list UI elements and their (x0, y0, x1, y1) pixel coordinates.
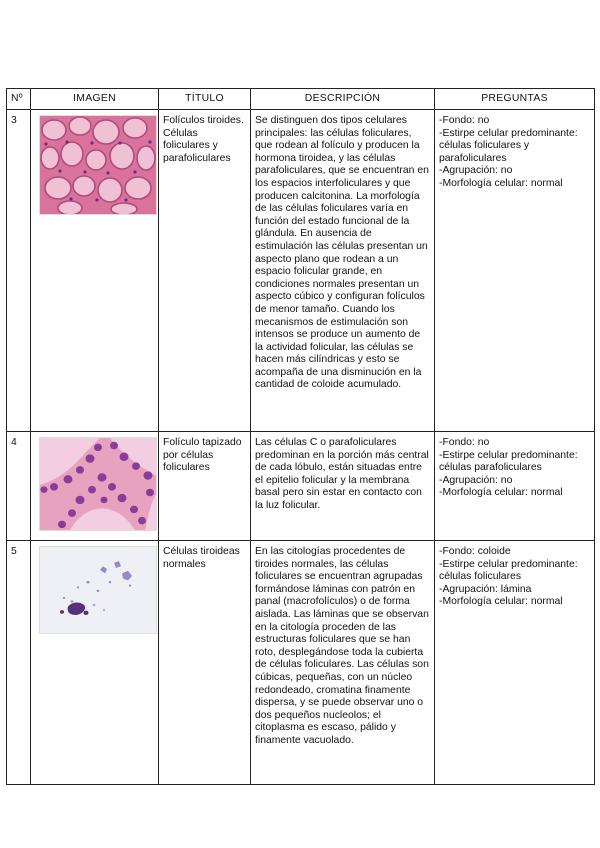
question-line: -Morfología celular: normal (439, 596, 563, 608)
row-questions (435, 110, 595, 432)
row-title: Folículos tiroides. Células foliculares y parafoliculares (159, 110, 251, 432)
table-row (7, 110, 595, 432)
follicle-lined-image (39, 437, 157, 531)
header-description: DESCRIPCIÓN (251, 89, 435, 110)
header-title: TÍTULO (159, 89, 251, 110)
question-line: -Estirpe celular predominante: células foliculares (439, 558, 578, 583)
header-num: Nº (7, 89, 31, 110)
header-row (7, 89, 595, 110)
row-description: En las citologías procedentes de tiroides normales, las células foliculares se encuentran agrupadas formándose láminas con patrón en panal (macrofolículos) o de forma aislada. Las láminas que se observan en la citología proceden de las estructuras foliculares que se han roto, desplegándose toda la cubierta de células foliculares. Las células son cúbicas, pequeñas, con un núcleo redondeado, cromatina finamente dispersa, y se puede observar uno o dos pequeños nucleolos; el citoplasma es escaso, pálido y finamente vacuolado. (251, 541, 435, 785)
question-line: -Estirpe celular predominante: células foliculares y parafoliculares (439, 127, 578, 164)
header-questions: PREGUNTAS (435, 89, 595, 110)
row-title: Células tiroideas normales (159, 541, 251, 785)
question-line: -Fondo: no (439, 115, 490, 126)
row-number: 4 (7, 432, 31, 541)
thyroid-follicles-image (39, 115, 157, 215)
row-questions (435, 432, 595, 541)
row-number: 5 (7, 541, 31, 785)
row-number: 3 (7, 110, 31, 432)
row-title: Folículo tapizado por células foliculares (159, 432, 251, 541)
table-row (7, 432, 595, 541)
table-row (7, 541, 595, 785)
row-questions (435, 541, 595, 785)
cytology-smear-image (39, 546, 157, 634)
header-image: IMAGEN (31, 89, 159, 110)
image-cell (31, 110, 159, 432)
question-line: -Fondo: no (439, 437, 490, 448)
row-description: Las células C o parafoliculares predominan en la porción más central de cada lóbulo, están situadas entre el epitelio folicular y la membrana basal pero sin estar en contacto con la luz folicular. (251, 432, 435, 541)
row-description: Se distinguen dos tipos celulares principales: las células foliculares, que rodean al folículo y producen la hormona tiroidea, y las células parafoliculares, que se encuentran en los espacios interfoliculares y que producen calcitonina. La morfología de las células foliculares varía en función del estado funcional de la glándula. En ausencia de estimulación las células presentan un aspecto plano que rodean a un espacio folicular grande, en condiciones normales presentan un aspecto cúbico y configuran folículos de menor tamaño. Cuando los mecanismos de estimulación son intensos se produce un aumento de la actividad folicular, las células se hacen más cilíndricas y esto se acompaña de una disminución en la cantidad de coloide acumulado. (251, 110, 435, 432)
question-line: -Morfología celular: normal (439, 487, 563, 499)
image-cell (31, 541, 159, 785)
question-line: -Agrupación: lámina (439, 583, 532, 595)
question-line: -Fondo: coloide (439, 546, 511, 557)
question-line: -Estirpe celular predominante: células parafoliculares (439, 449, 578, 474)
specimen-table (6, 88, 595, 785)
question-line: -Agrupación: no (439, 165, 513, 177)
image-cell (31, 432, 159, 541)
question-line: -Morfología celular: normal (439, 177, 563, 189)
question-line: -Agrupación: no (439, 474, 513, 486)
